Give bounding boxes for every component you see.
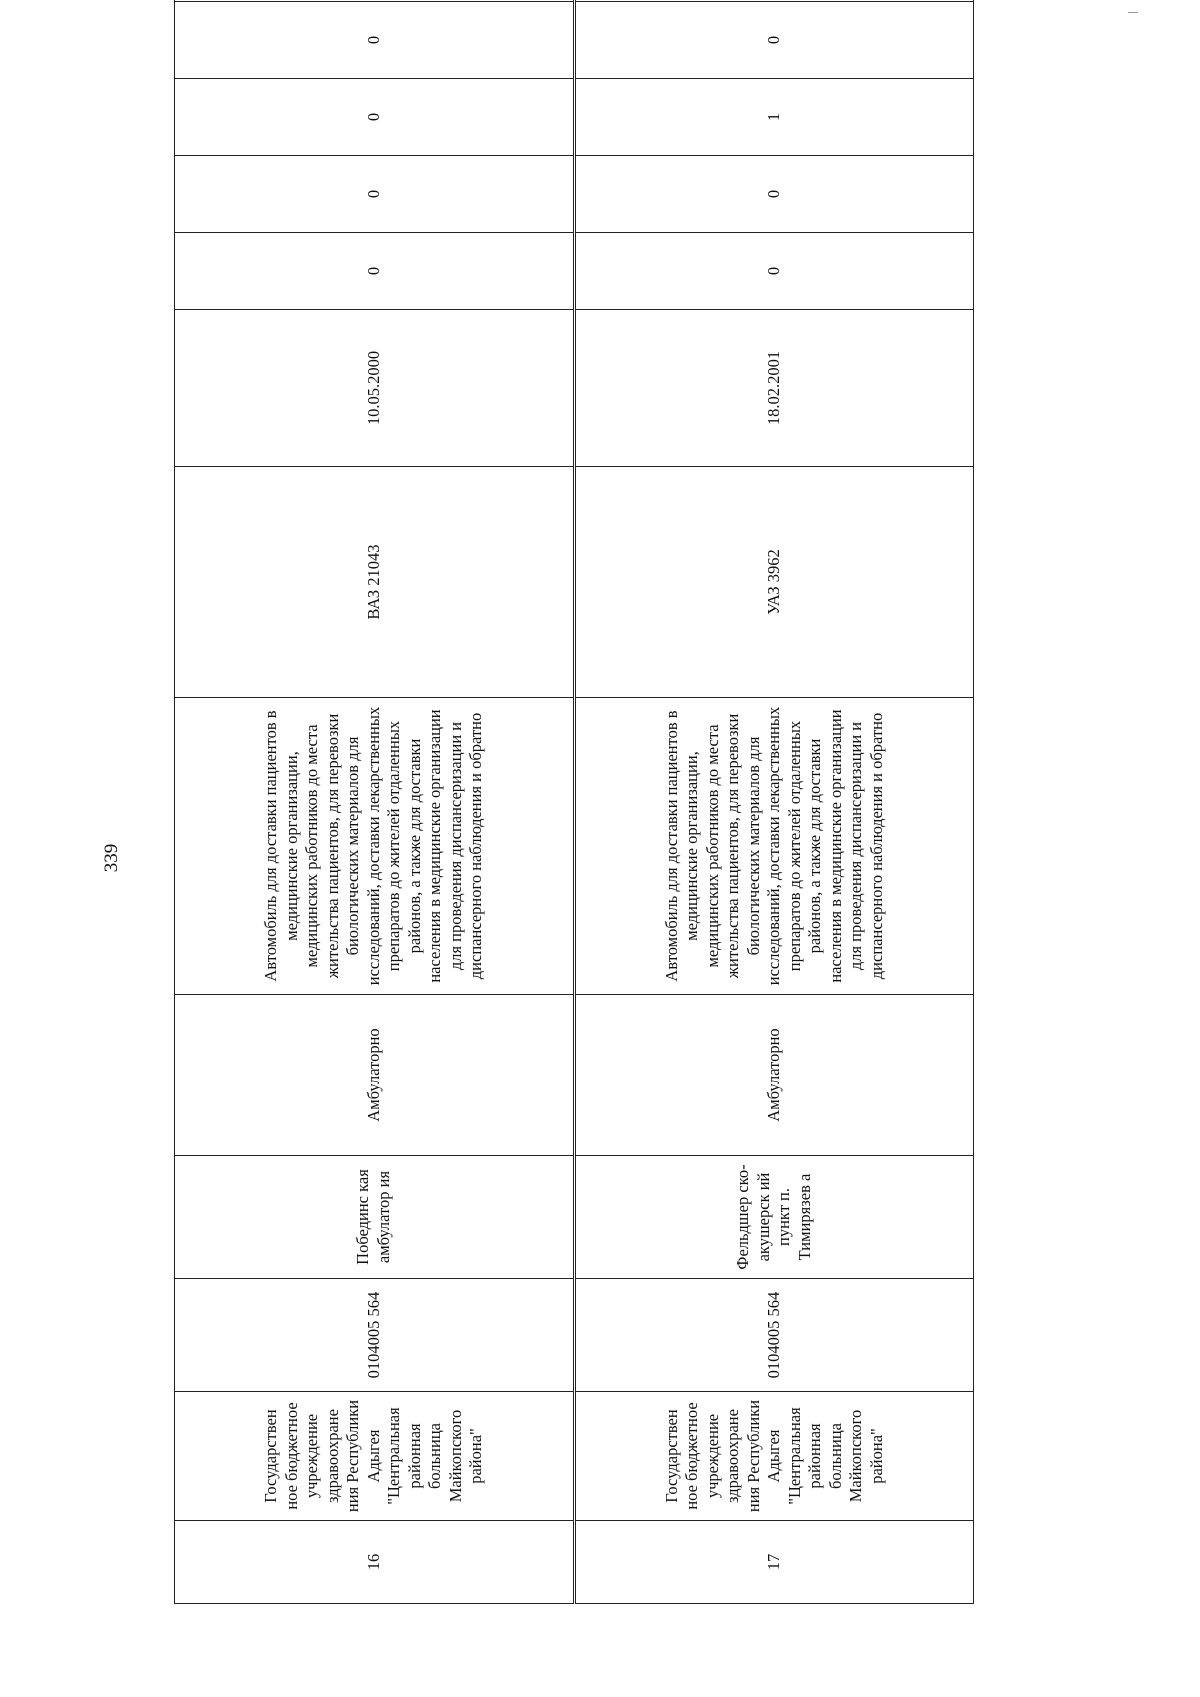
- cell-flag: 0: [175, 79, 575, 156]
- cell-organization: Государствен ное бюджетное учреждение здравоохране ния Республики Адыгея "Центральная районная больница Майкопского района": [175, 1392, 575, 1521]
- cell-code: 0104005 564: [175, 1279, 575, 1392]
- cell-flag: [574, 0, 974, 2]
- cell-flag: 0: [175, 233, 575, 310]
- table-row: [574, 0, 974, 1604]
- cell-unit: Побединс кая амбулатор ия: [175, 1156, 575, 1279]
- vehicle-table: [174, 0, 974, 1604]
- page-number: 339: [101, 843, 122, 873]
- cell-flag: 0: [175, 2, 575, 79]
- cell-vehicle-model: ВАЗ 21043: [175, 467, 575, 698]
- cell-flag: 0: [574, 233, 974, 310]
- cell-vehicle-model: УАЗ 3962: [574, 467, 974, 698]
- scan-mark: [1128, 12, 1138, 13]
- rotated-table-frame: [174, 35, 974, 1604]
- cell-care-type: Амбулаторно: [574, 995, 974, 1156]
- cell-flag: 0: [574, 2, 974, 79]
- table-row: [175, 0, 575, 1604]
- cell-flag: [175, 0, 575, 2]
- cell-date: 10.05.2000: [175, 310, 575, 467]
- cell-row-number: 16: [175, 1521, 575, 1604]
- cell-flag: 1: [574, 79, 974, 156]
- table-container: [174, 35, 974, 1604]
- cell-care-type: Амбулаторно: [175, 995, 575, 1156]
- cell-purpose: Автомобиль для доставки пациентов в медицинские организации, медицинских работников до места жительства пациентов, для перевозки биологических материалов для исследований, доставки лекарственных препаратов до жителей отдаленных районов, а также для доставки населения в медицинские организации для проведения диспансеризации и диспансерного наблюдения и обратно: [175, 698, 575, 995]
- cell-code: 0104005 564: [574, 1279, 974, 1392]
- cell-row-number: 17: [574, 1521, 974, 1604]
- cell-organization: Государствен ное бюджетное учреждение здравоохране ния Республики Адыгея "Центральная районная больница Майкопского района": [574, 1392, 974, 1521]
- cell-date: 18.02.2001: [574, 310, 974, 467]
- cell-purpose: Автомобиль для доставки пациентов в медицинские организации, медицинских работников до места жительства пациентов, для перевозки биологических материалов для исследований, доставки лекарственных препаратов до жителей отдаленных районов, а также для доставки населения в медицинские организации для проведения диспансеризации и диспансерного наблюдения и обратно: [574, 698, 974, 995]
- cell-flag: 0: [175, 156, 575, 233]
- cell-unit: Фельдшер ско-акушерск ий пункт п. Тимирязев а: [574, 1156, 974, 1279]
- cell-flag: 0: [574, 156, 974, 233]
